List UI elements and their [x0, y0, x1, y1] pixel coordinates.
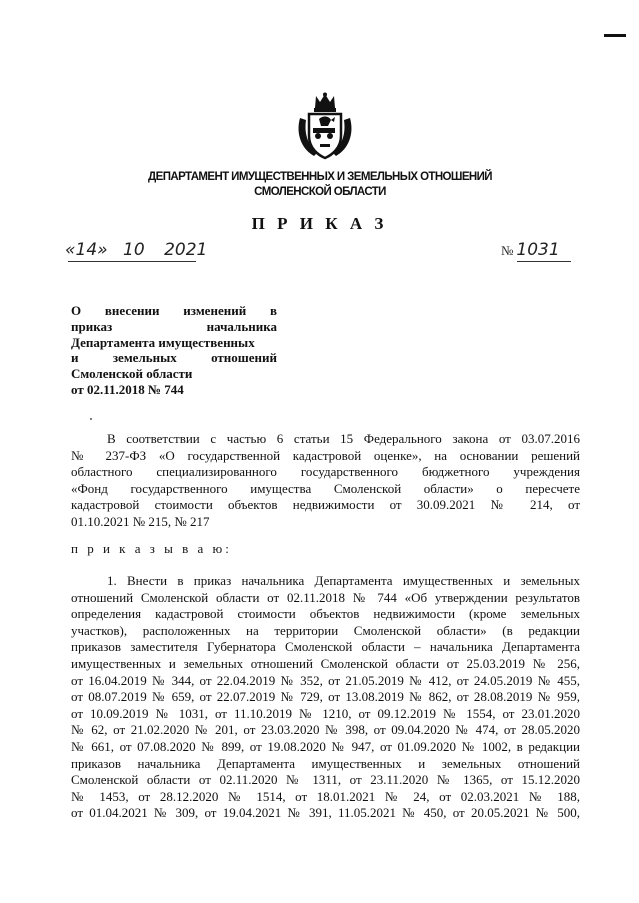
subject-line: и земельных отношений — [71, 350, 277, 366]
preamble-line: 01.10.2021 № 215, № 217 — [71, 513, 210, 529]
subject-line: от 02.11.2018 № 744 — [71, 381, 184, 397]
date-day: 14 — [75, 240, 98, 260]
item1-paragraph — [71, 573, 580, 822]
corner-mark — [604, 34, 626, 37]
order-word: п р и к а з ы в а ю: — [71, 541, 232, 556]
item1-line: приказов заместителя Губернатора Смоленской области – начальника Департамента — [71, 639, 580, 655]
subject-line: О внесении изменений в — [71, 303, 277, 318]
department-name-line2: СМОЛЕНСКОЙ ОБЛАСТИ — [254, 186, 386, 198]
preamble-line: № 237-ФЗ «О государственной кадастровой оценке», на основании решений — [71, 447, 580, 463]
department-name-line1: ДЕПАРТАМЕНТ ИМУЩЕСТВЕННЫХ И ЗЕМЕЛЬНЫХ ОТНОШЕНИЙ — [148, 171, 492, 183]
item1-line: от 16.04.2019 № 344, от 22.04.2019 № 352, от 21.05.2019 № 412, от 24.05.2019 № 455, — [71, 672, 580, 688]
item1-line: участков), расположенных на территории Смоленской области» (в редакции — [71, 622, 580, 638]
preamble-paragraph — [71, 431, 580, 531]
stray-dot — [90, 418, 92, 420]
subject-line: Департамента имущественных — [71, 334, 255, 350]
item1-line: от 10.09.2019 № 1031, от 11.10.2019 № 1210, от 09.12.2019 № 1554, от 23.01.2020 — [71, 705, 580, 721]
smolensk-coat-of-arms-icon — [294, 92, 356, 162]
preamble-line: «Фонд государственного имущества Смоленской области» о пересчете — [71, 480, 580, 496]
preamble-line: областного специализированного государственного бюджетного учреждения — [71, 464, 580, 480]
order-number — [501, 240, 560, 260]
preamble-line: кадастровой стоимости объектов недвижимости от 30.09.2021 № 214, от — [71, 497, 580, 513]
number-value: 1031 — [516, 240, 560, 260]
item1-line: отношений Смоленской области от 02.11.2018 № 744 «Об утверждении результатов — [71, 589, 580, 605]
item1-line: от 08.07.2019 № 659, от 22.07.2019 № 729, от 13.08.2019 № 862, от 28.08.2019 № 959, — [71, 689, 580, 705]
item1-line: имущественных и земельных отношений Смоленской области от 25.03.2019 № 256, — [71, 655, 580, 671]
item1-line: № 1453, от 28.12.2020 № 1514, от 18.01.2021 № 24, от 02.03.2021 № 188, — [71, 788, 580, 804]
date-year: 2021 — [164, 240, 208, 260]
item1-line: 1. Внести в приказ начальника Департамента имущественных и земельных — [107, 573, 580, 588]
item1-line: определения кадастровой стоимости объектов недвижимости (кроме земельных — [71, 606, 580, 622]
item1-line: № 62, от 21.02.2020 № 201, от 23.03.2020 № 398, от 09.04.2020 № 474, от 28.05.2020 — [71, 722, 580, 738]
subject-line: приказ начальника — [71, 318, 277, 334]
date-open-quote: « — [65, 240, 76, 260]
item1-line: от 01.04.2021 № 309, от 19.04.2021 № 391, 11.05.2021 № 450, от 20.05.2021 № 500, — [71, 805, 580, 821]
item1-line: приказов начальника Департамента имущественных и земельных отношений — [71, 755, 580, 771]
document-type-title: П Р И К А З — [251, 214, 388, 233]
order-date — [65, 240, 207, 260]
item1-line: Смоленской области от 02.11.2020 № 1311, от 23.11.2020 № 1365, от 15.12.2020 — [71, 772, 580, 788]
order-subject — [71, 303, 277, 398]
number-underline — [517, 261, 571, 262]
date-underline — [68, 261, 196, 262]
date-close-quote: » — [97, 240, 108, 260]
number-sign: № — [501, 243, 514, 258]
date-month: 10 — [123, 240, 145, 260]
preamble-line: В соответствии с частью 6 статьи 15 Федерального закона от 03.07.2016 — [107, 431, 580, 446]
item1-line: № 661, от 07.08.2020 № 899, от 19.08.2020 № 947, от 01.09.2020 № 1002, в редакции — [71, 738, 580, 754]
subject-line: Смоленской области — [71, 366, 193, 382]
